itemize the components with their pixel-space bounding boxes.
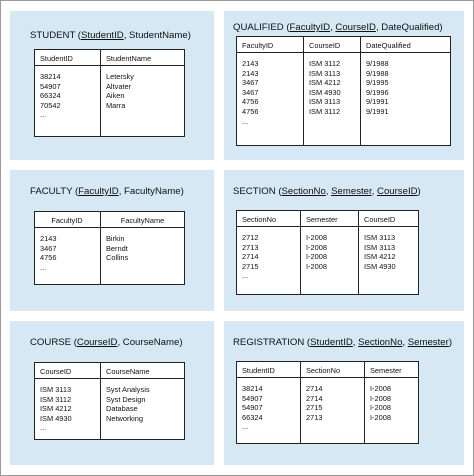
column-divider [100, 363, 101, 439]
table-cell: ISM 3113 [309, 97, 341, 107]
table-cell: 3467 [242, 78, 259, 88]
attribute: FacultyName [124, 186, 181, 197]
column-divider [300, 362, 301, 443]
table-cell: ISM 4212 [309, 78, 341, 88]
table-cell: 4756 [242, 97, 259, 107]
table-cell: 2713 [306, 412, 323, 422]
table-cell: 3467 [242, 87, 259, 97]
table-cell: 54907 [242, 403, 263, 413]
section-panel [224, 170, 464, 311]
table-cell: ... [40, 423, 47, 433]
table-cell: 9/1988 [366, 59, 389, 68]
registration-table [236, 361, 419, 444]
qualified-relation-name: QUALIFIED [233, 22, 284, 33]
table-cell: ... [242, 422, 249, 432]
table-cell: 2714 [306, 384, 323, 393]
faculty-table [34, 211, 185, 285]
table-cell: Syst Design [106, 394, 146, 404]
header-divider [35, 65, 184, 66]
primary-key-attribute: FacultyID [289, 22, 331, 33]
table-cell: I-2008 [306, 261, 327, 271]
table-cell: I-2008 [370, 412, 391, 422]
column-header: SectionNo [306, 366, 341, 375]
table-cell: ISM 3112 [40, 394, 72, 404]
table-cell: Networking [106, 413, 143, 423]
qualified-table [236, 36, 451, 146]
column-divider [300, 211, 301, 294]
table-cell: 2714 [242, 252, 259, 262]
table-cell: 2143 [242, 59, 259, 68]
student-title: STUDENT (StudentID, StudentName) [30, 30, 191, 41]
table-cell: I-2008 [370, 384, 391, 393]
table-cell: I-2008 [370, 393, 391, 403]
header-divider [237, 377, 418, 378]
course-table [34, 362, 185, 440]
table-cell: ISM 4212 [364, 252, 396, 262]
section-title: SECTION (SectionNo, Semester, CourseID) [233, 186, 421, 197]
table-cell: 4756 [40, 253, 57, 263]
table-cell: ... [242, 271, 249, 281]
column-header: DateQualified [366, 41, 411, 50]
primary-key-attribute: SectionNo [358, 337, 403, 348]
column-header: CourseID [309, 41, 341, 50]
table-cell: 66324 [242, 412, 263, 422]
column-header: StudentID [242, 366, 275, 375]
table-cell: 9/1995 [366, 78, 389, 88]
table-cell: 9/1988 [366, 68, 389, 78]
column-header: Semester [306, 215, 338, 224]
attribute: StudentName [129, 30, 188, 41]
column-divider [100, 50, 101, 136]
table-cell: I-2008 [306, 233, 327, 242]
table-cell: Aiken [106, 91, 125, 101]
table-cell: 66324 [40, 91, 61, 101]
table-cell: ISM 3112 [309, 59, 341, 68]
column-header: CourseID [40, 367, 72, 376]
table-cell: ISM 3112 [309, 107, 341, 116]
column-header: Semester [370, 366, 402, 375]
table-cell: 38214 [40, 72, 61, 81]
attribute: CourseName [122, 337, 180, 348]
table-cell: ISM 3113 [40, 385, 72, 394]
student-relation-name: STUDENT [30, 30, 76, 41]
table-cell: ... [40, 262, 47, 272]
primary-key-attribute: CourseID [335, 22, 376, 33]
table-cell: ISM 4930 [364, 261, 396, 271]
section-relation-name: SECTION [233, 186, 276, 197]
registration-panel [224, 321, 464, 465]
table-cell: Collins [106, 253, 129, 263]
primary-key-attribute: Semester [331, 186, 372, 197]
column-divider [303, 37, 304, 145]
table-cell: 2715 [306, 403, 323, 413]
column-header: FacultyID [242, 41, 274, 50]
table-cell: 2714 [306, 393, 323, 403]
qualified-panel [224, 11, 464, 160]
table-cell: 9/1996 [366, 87, 389, 97]
registration-title: REGISTRATION (StudentID, SectionNo, Semester) [233, 337, 453, 348]
table-cell: ISM 3113 [364, 242, 396, 252]
column-header: SectionNo [242, 215, 277, 224]
table-cell: 3467 [40, 243, 57, 253]
attribute: DateQualified [381, 22, 440, 33]
table-cell: Berndt [106, 243, 128, 253]
column-header: FacultyID [51, 216, 83, 225]
header-divider [237, 52, 450, 53]
table-cell: Marra [106, 100, 126, 110]
table-cell: Database [106, 404, 138, 414]
primary-key-attribute: Semester [407, 337, 449, 348]
student-panel [10, 11, 214, 160]
table-cell: Syst Analysis [106, 385, 150, 394]
table-cell: 2712 [242, 233, 259, 242]
table-cell: 2715 [242, 261, 259, 271]
faculty-panel [10, 170, 214, 311]
table-cell: 54907 [40, 81, 61, 91]
table-cell: ISM 4930 [40, 413, 72, 423]
table-cell: 2143 [40, 234, 57, 243]
table-cell: 9/1991 [366, 97, 389, 107]
table-cell: 70542 [40, 100, 61, 110]
table-cell: 9/1991 [366, 107, 389, 116]
table-cell: ... [40, 110, 47, 120]
table-cell: 4756 [242, 107, 259, 116]
primary-key-attribute: CourseID [377, 186, 418, 197]
table-cell: ISM 3113 [364, 233, 396, 242]
table-cell: ISM 3113 [309, 68, 341, 78]
course-title: COURSE (CourseID, CourseName) [30, 337, 183, 348]
faculty-title: FACULTY (FacultyID, FacultyName) [30, 186, 184, 197]
table-cell: Letersky [106, 72, 134, 81]
column-divider [360, 37, 361, 145]
header-divider [35, 227, 184, 228]
table-cell: 2713 [242, 242, 259, 252]
primary-key-attribute: StudentID [310, 337, 353, 348]
table-cell: 38214 [242, 384, 263, 393]
faculty-relation-name: FACULTY [30, 186, 73, 197]
table-cell: 54907 [242, 393, 263, 403]
column-divider [358, 211, 359, 294]
qualified-title: QUALIFIED (FacultyID, CourseID, DateQualified) [233, 22, 443, 33]
primary-key-attribute: StudentID [81, 30, 124, 41]
header-divider [35, 378, 184, 379]
table-cell: I-2008 [370, 403, 391, 413]
table-cell: ISM 4930 [309, 87, 341, 97]
course-panel [10, 321, 214, 465]
table-cell: ... [242, 116, 249, 126]
section-table [236, 210, 419, 295]
student-table [34, 49, 185, 137]
column-header: CourseName [106, 367, 150, 376]
table-cell: ISM 4212 [40, 404, 72, 414]
course-relation-name: COURSE [30, 337, 72, 348]
table-cell: I-2008 [306, 252, 327, 262]
column-header: StudentID [40, 54, 73, 63]
primary-key-attribute: SectionNo [281, 186, 326, 197]
column-header: FacultyName [120, 216, 165, 225]
table-cell: Altvater [106, 81, 132, 91]
table-cell: I-2008 [306, 242, 327, 252]
table-cell: 2143 [242, 68, 259, 78]
table-cell: Birkin [106, 234, 125, 243]
primary-key-attribute: CourseID [76, 337, 118, 348]
header-divider [237, 226, 418, 227]
primary-key-attribute: FacultyID [78, 186, 119, 197]
registration-relation-name: REGISTRATION [233, 337, 305, 348]
column-header: StudentName [106, 54, 152, 63]
column-header: CourseID [364, 215, 396, 224]
column-divider [364, 362, 365, 443]
